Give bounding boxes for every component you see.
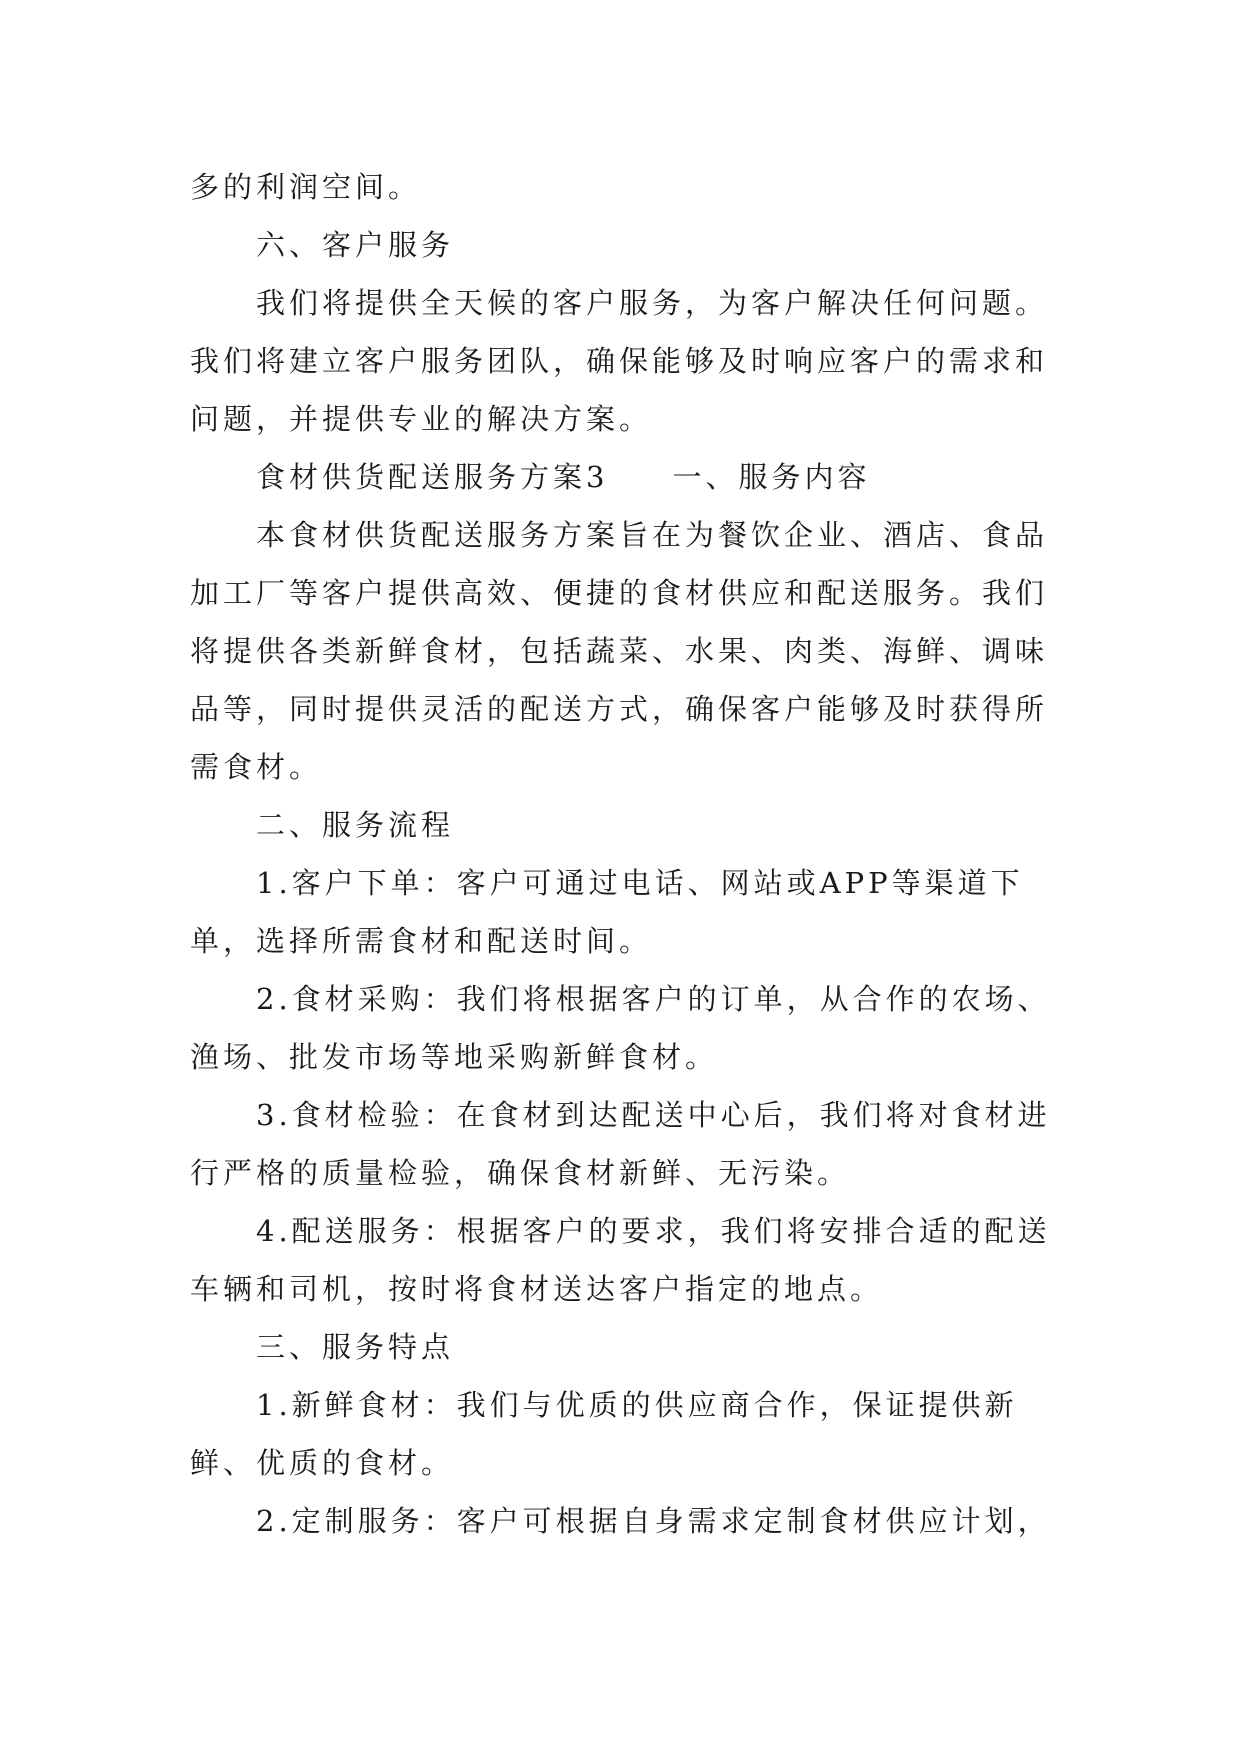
paragraph-customer-service: 我们将提供全天候的客户服务，为客户解决任何问题。我们将建立客户服务团队，确保能够及时响应客户的需求和问题，并提供专业的解决方案。: [190, 286, 1049, 436]
section-heading-service-features: 三、服务特点: [256, 1330, 455, 1364]
document-body: [190, 158, 1070, 1550]
section-heading-customer-service: 六、客户服务: [256, 228, 455, 262]
list-item-procurement: 2.食材采购：我们将根据客户的订单，从合作的农场、渔场、批发市场等地采购新鲜食材。: [190, 982, 1051, 1074]
list-item-custom-service: 2.定制服务：客户可根据自身需求定制食材供应计划，: [256, 1504, 1051, 1538]
list-item-fresh-ingredients: 1.新鲜食材：我们与优质的供应商合作，保证提供新鲜、优质的食材。: [190, 1388, 1018, 1480]
section-heading-service-process: 二、服务流程: [256, 808, 455, 842]
section-heading-service-content: 一、服务内容: [672, 460, 871, 494]
paragraph-service-content: 本食材供货配送服务方案旨在为餐饮企业、酒店、食品加工厂等客户提供高效、便捷的食材供应和配送服务。我们将提供各类新鲜食材，包括蔬菜、水果、肉类、海鲜、调味品等，同时提供灵活的配送方式，确保客户能够及时获得所需食材。: [190, 518, 1049, 784]
list-item-delivery: 4.配送服务：根据客户的要求，我们将安排合适的配送车辆和司机，按时将食材送达客户指定的地点。: [190, 1214, 1051, 1306]
paragraph-continuation: 多的利润空间。: [190, 170, 422, 204]
list-item-customer-order: 1.客户下单：客户可通过电话、网站或APP等渠道下单，选择所需食材和配送时间。: [190, 866, 1024, 958]
plan-title-line: [190, 448, 1070, 506]
list-item-inspection: 3.食材检验：在食材到达配送中心后，我们将对食材进行严格的质量检验，确保食材新鲜、无污染。: [190, 1098, 1051, 1190]
plan-title: 食材供货配送服务方案3: [256, 460, 609, 494]
